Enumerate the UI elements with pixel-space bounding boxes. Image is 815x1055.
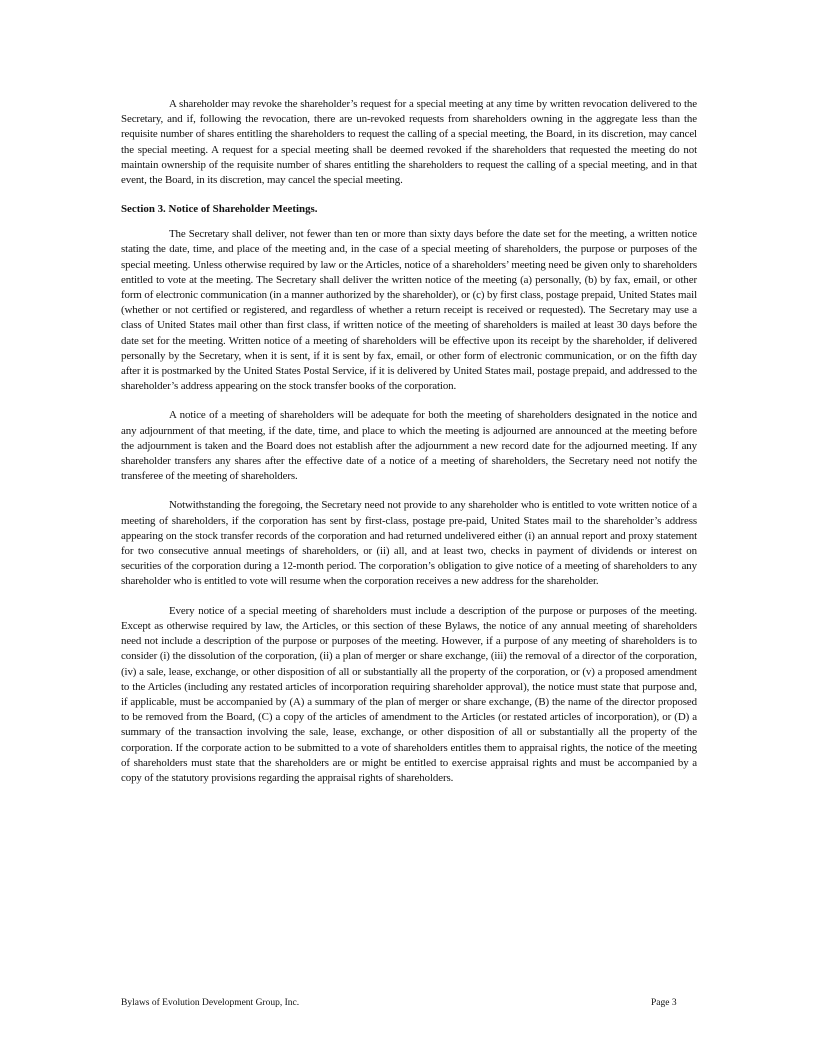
paragraph-notice-delivery: The Secretary shall deliver, not fewer than ten or more than sixty days before the date set for the meeting, a written notice stating the date, time, and place of the meeting and, in the case of a special meeting of shareholders, the purpose or purposes of the special meeting. Unless otherwise required by law or the Articles, notice of a shareholders’ meeting need be given only to shareholders entitled to vote at the meeting. The Secretary shall deliver the written notice of the meeting (a) personally, (b) by fax, email, or other form of electronic communication (in a manner authorized by the shareholder), or (c) by first class, postage prepaid, United States mail (whether or not certified or registered, and regardless of whether a return receipt is received or requested). The Secretary may use a class of United States mail other than first class, if written notice of the meeting of shareholders is mailed at least 30 days before the date set for the meeting. Written notice of a meeting of shareholders will be effective upon its receipt by the shareholder, if delivered personally by the Secretary, when it is sent, if it is sent by fax, email, or other form of electronic communication, or on the fifth day after it is postmarked by the United States Postal Service, if it is delivered by United States mail, postage prepaid, and addressed to the shareholder’s address appearing on the stock transfer books of the corporation. — [121, 228, 697, 393]
section-heading: Section 3. Notice of Shareholder Meetings. — [121, 203, 318, 216]
paragraph-adjournment: A notice of a meeting of shareholders will be adequate for both the meeting of shareholders designated in the notice and any adjournment of that meeting, if the date, time, and place to which the meeting is adjourned are announced at the meeting before the adjournment is taken and the Board does not establish after the adjournment a new record date for the adjourned meeting. If any shareholder transfers any shares after the effective date of a notice of a meeting of shareholders, the Secretary need not notify the transferee of the meeting of shareholders. — [121, 409, 697, 483]
paragraph-undelivered-mail: Notwithstanding the foregoing, the Secretary need not provide to any shareholder who is entitled to vote written notice of a meeting of shareholders, if the corporation has sent by first-class, postage pre-paid, United States mail to the shareholder’s address appearing on the stock transfer records of the corporation and had returned undelivered either (i) an annual report and proxy statement for two consecutive annual meetings of shareholders, or (ii) all, and at least two, checks in payment of dividends or interest on securities of the corporation during a 12-month period. The corporation’s obligation to give notice of a meeting of shareholders to any shareholder who is entitled to vote will resume when the corporation receives a new address for the shareholder. — [121, 499, 697, 588]
page-body — [121, 97, 697, 800]
paragraph-revocation: A shareholder may revoke the shareholder’s request for a special meeting at any time by written revocation delivered to the Secretary, and if, following the revocation, there are un-revoked requests from shareholders owning in the aggregate less than the requisite number of shares entitling the shareholders to request the calling of a special meeting, the Board, in its discretion, may cancel the special meeting. A request for a special meeting shall be deemed revoked if the shareholders that requested the meeting do not maintain ownership of the requisite number of shares entitling the shareholders to request the calling of a special meeting, and in that event, the Board, in its discretion, may cancel the special meeting. — [121, 98, 697, 187]
paragraph-special-meeting-purpose: Every notice of a special meeting of shareholders must include a description of the purpose or purposes of the meeting. Except as otherwise required by law, the Articles, or this section of these Bylaws, the notice of any annual meeting of shareholders need not include a description of the purpose or purposes of the meeting. However, if a purpose of any meeting of shareholders is to consider (i) the dissolution of the corporation, (ii) a plan of merger or share exchange, (iii) the removal of a director of the corporation, (iv) a sale, lease, exchange, or other disposition of all or substantially all the property of the corporation, or (v) a proposed amendment to the Articles (including any restated articles of incorporation requiring shareholder approval), the notice must state that purpose and, if applicable, must be accompanied by (A) a summary of the plan of merger or share exchange, (B) the name of the director proposed to be removed from the Board, (C) a copy of the articles of amendment to the Articles (or restated articles of incorporation), or (D) a summary of the transaction involving the sale, lease, exchange, or other disposition of all or substantially all the property of the corporation. If the corporate action to be submitted to a vote of shareholders entitles them to appraisal rights, the notice of the meeting of shareholders must state that the shareholders are or might be entitled to exercise appraisal rights and must be accompanied by a copy of the statutory provisions regarding the appraisal rights of shareholders. — [121, 604, 697, 784]
footer-document-title: Bylaws of Evolution Development Group, Inc. — [121, 998, 300, 1008]
footer-page-number: Page 3 — [651, 998, 677, 1008]
